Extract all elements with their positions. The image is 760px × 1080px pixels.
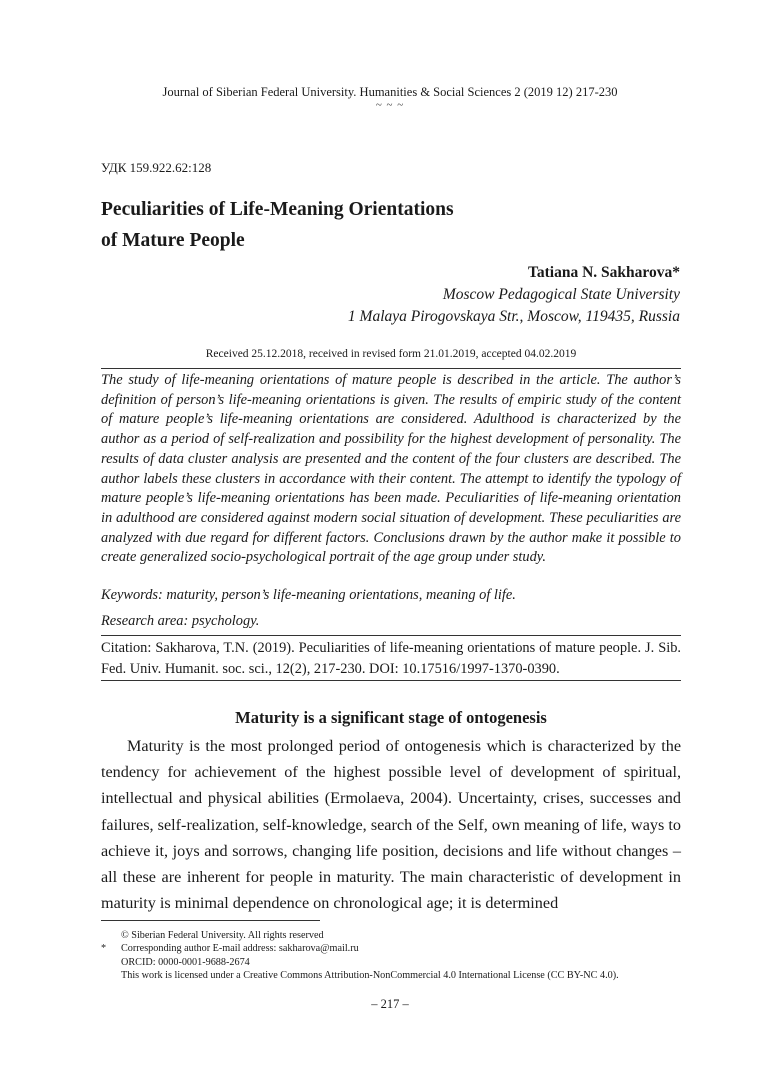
footnote-orcid: ORCID: 0000-0001-9688-2674 bbox=[121, 956, 250, 968]
udc-code: УДК 159.922.62:128 bbox=[101, 160, 212, 175]
author-address: 1 Malaya Pirogovskaya Str., Moscow, 119435, Russia bbox=[347, 308, 680, 325]
received-dates: Received 25.12.2018, received in revised form 21.01.2019, accepted 04.02.2019 bbox=[205, 348, 577, 360]
footnote-asterisk: * bbox=[101, 943, 107, 955]
footnote-copyright: © Siberian Federal University. All rights reserved bbox=[121, 930, 324, 941]
abstract: The study of life-meaning orientations of mature people is described in the article. The author’s definition of person’s life-meaning orientations is given. The results of empiric study of the content of mature people’s life-meaning orientations are considered. Adulthood is characterized by the author as a period of self-realization and possibility for the highest development of personality. The results of data cluster analysis are presented and the content of the four clusters are described. The author labels these clusters in accordance with their content. The attempt to identify the typology of mature people’s life-meaning orientations has been made. Peculiarities of life-meaning orientation in adulthood are considered against modern social situation of development. These peculiarities are analyzed with due regard for different factors. Conclusions drawn by the author make it possible to create generalized socio-psychological portrait of the age group under study. bbox=[101, 372, 681, 566]
body-paragraph: Maturity is the most prolonged period of ontogenesis which is characterized by the tendency for achievement of the highest possible level of development of spiritual, intellectual and physical abilities (Ermolaeva, 2004). Uncertainty, crises, successes and failures, self-realization, self-knowledge, search of the Self, own meaning of life, ways to achieve it, joys and sorrows, changing life position, decisions and life without changes – all these are inherent for people in maturity. The main characteristic of development in maturity is minimal dependence on chronological age; it is determined bbox=[101, 737, 681, 913]
author-affiliation: Moscow Pedagogical State University bbox=[442, 286, 680, 303]
footnote-email-line bbox=[101, 942, 701, 955]
author-name: Tatiana N. Sakharova* bbox=[527, 264, 680, 281]
abstract-top-rule bbox=[101, 368, 681, 369]
citation: Citation: Sakharova, T.N. (2019). Peculiarities of life-meaning orientations of mature people. J. Sib. Fed. Univ. Humanit. soc. sci., 12(2), 217-230. DOI: 10.17516/1997-1370-0390. bbox=[101, 640, 681, 677]
keywords: Keywords: maturity, person’s life-meaning orientations, meaning of life. bbox=[101, 587, 516, 603]
footnotes bbox=[101, 929, 701, 983]
citation-top-rule bbox=[101, 635, 681, 636]
footnote-rule bbox=[101, 920, 320, 921]
author-block bbox=[180, 262, 680, 328]
journal-header: Journal of Siberian Federal University. Humanities & Social Sciences 2 (2019 12) 217-230 bbox=[162, 85, 618, 99]
page-number: – 217 – bbox=[371, 997, 409, 1011]
citation-bottom-rule bbox=[101, 680, 681, 681]
footnote-license: This work is licensed under a Creative Commons Attribution-NonCommercial 4.0 International License (CC BY-NC 4.0). bbox=[121, 970, 619, 982]
header-ornament: ~ ~ ~ bbox=[375, 99, 405, 111]
article-title-line-2: of Mature People bbox=[101, 230, 245, 251]
research-area: Research area: psychology. bbox=[101, 613, 260, 629]
article-title bbox=[101, 194, 681, 256]
footnote-email: Corresponding author E-mail address: sakharova@mail.ru bbox=[121, 943, 359, 955]
article-title-line-1: Peculiarities of Life-Meaning Orientations bbox=[101, 199, 454, 220]
section-heading: Maturity is a significant stage of ontogenesis bbox=[235, 708, 547, 727]
